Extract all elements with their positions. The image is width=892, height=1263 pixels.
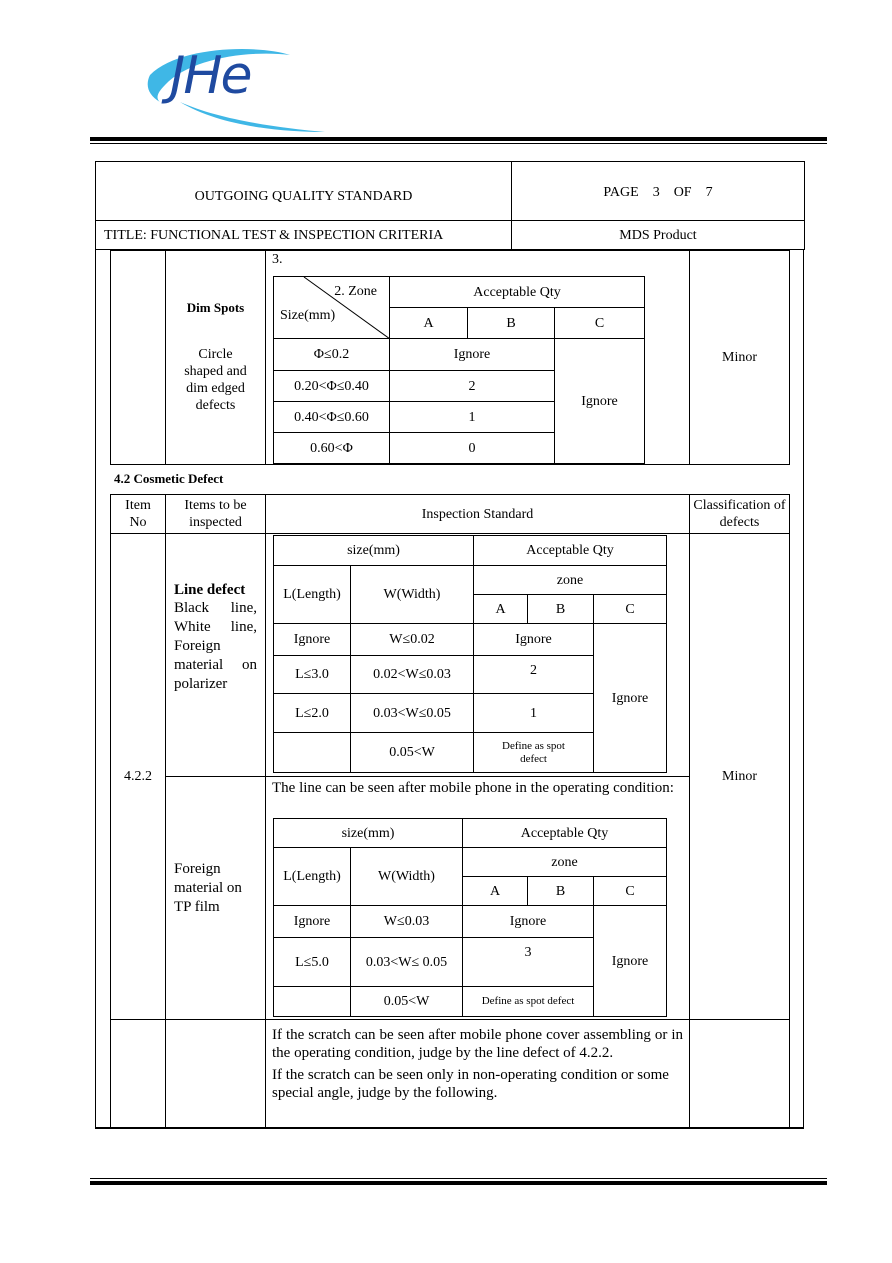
diagonal-header — [274, 277, 390, 339]
dim-spots-desc: Circle shaped and dim edged defects — [184, 347, 247, 413]
foreign-tp-note: The line can be seen after mobile phone in the operating condition: — [272, 780, 674, 796]
line-defect-table — [273, 535, 667, 773]
footer-rule — [90, 1181, 827, 1185]
length-cell — [274, 987, 351, 1017]
width-header: W(Width) — [351, 848, 463, 906]
size-cell: 0.40<Φ≤0.60 — [274, 402, 390, 433]
qty-cell: 0 — [390, 433, 555, 464]
width-cell: W≤0.03 — [351, 906, 463, 938]
page-total: 7 — [705, 185, 713, 200]
width-cell: W≤0.02 — [351, 624, 474, 656]
size-header: size(mm) — [274, 819, 463, 848]
zone-c-value: Ignore — [594, 624, 667, 773]
diag-size-label: Size(mm) — [280, 308, 336, 323]
scratch-item-no — [111, 1020, 166, 1128]
width-cell: 0.05<W — [351, 733, 474, 773]
foreign-tp-name: Foreign material on TP film — [174, 860, 242, 915]
qty-cell: 1 — [390, 402, 555, 433]
scratch-p2: If the scratch can be seen only in non-operating condition or some special angle, judge by the following. — [272, 1067, 669, 1101]
qty-cell: 1 — [474, 694, 594, 733]
acceptable-qty-header: Acceptable Qty — [474, 536, 667, 566]
scratch-p1: If the scratch can be seen after mobile phone cover assembling or in the operating condition, judge by the line defect of 4.2.2. — [272, 1027, 683, 1061]
col-items: Items to be inspected — [166, 495, 266, 534]
qty-cell: Ignore — [390, 339, 555, 371]
length-cell: Ignore — [274, 624, 351, 656]
dim-spots-item-no — [111, 251, 166, 465]
col-standard: Inspection Standard — [266, 495, 690, 534]
right-page-border — [803, 249, 804, 1129]
zone-header: zone — [463, 848, 667, 877]
zone-c: C — [594, 595, 667, 624]
size-cell: 0.60<Φ — [274, 433, 390, 464]
company-logo — [140, 40, 340, 140]
zone-b: B — [528, 877, 594, 906]
product-name: MDS Product — [512, 221, 805, 250]
section-heading: 4.2 Cosmetic Defect — [114, 471, 224, 486]
col-item-no: Item No — [111, 495, 166, 534]
length-cell — [274, 733, 351, 773]
width-cell: 0.03<W≤0.05 — [351, 694, 474, 733]
zone-b: B — [468, 308, 555, 339]
acceptable-qty-header: Acceptable Qty — [463, 819, 667, 848]
dim-spots-table — [273, 276, 645, 464]
acceptable-qty-header: Acceptable Qty — [390, 277, 645, 308]
line-defect-item — [166, 534, 266, 777]
zone-b: B — [528, 595, 594, 624]
page-indicator — [512, 162, 805, 221]
length-cell: Ignore — [274, 906, 351, 938]
top-rule — [90, 137, 827, 141]
size-header: size(mm) — [274, 536, 474, 566]
size-cell: 0.20<Φ≤0.40 — [274, 371, 390, 402]
page-number: 3 — [652, 185, 660, 200]
of-label: OF — [673, 185, 692, 200]
zone-a: A — [390, 308, 468, 339]
zone-c-value: Ignore — [555, 339, 645, 464]
qty-cell: Define as spot defect — [463, 987, 594, 1017]
length-header: L(Length) — [274, 566, 351, 624]
doc-subject: TITLE: FUNCTIONAL TEST & INSPECTION CRITERIA — [96, 221, 512, 250]
length-header: L(Length) — [274, 848, 351, 906]
table-bottom-rule — [95, 1127, 804, 1129]
dim-spots-classification: Minor — [690, 251, 790, 465]
zone-c-value: Ignore — [594, 906, 667, 1017]
width-header: W(Width) — [351, 566, 474, 624]
zone-c: C — [594, 877, 667, 906]
dim-spots-item — [166, 251, 266, 465]
scratch-standard — [266, 1020, 690, 1128]
qty-cell: 3 — [463, 938, 594, 987]
col-classification: Classification of defects — [690, 495, 790, 534]
doc-title: OUTGOING QUALITY STANDARD — [96, 162, 512, 221]
foreign-tp-item — [166, 777, 266, 1020]
item-no-cell: 4.2.2 — [111, 534, 166, 1020]
qty-cell: Ignore — [474, 624, 594, 656]
diag-zone-label: 2. Zone — [334, 284, 377, 299]
scratch-item — [166, 1020, 266, 1128]
scratch-classification — [690, 1020, 790, 1128]
qty-cell: 2 — [390, 371, 555, 402]
width-cell: 0.03<W≤ 0.05 — [351, 938, 463, 987]
zone-c: C — [555, 308, 645, 339]
qty-cell: Define as spot defect — [474, 733, 594, 773]
line-defect-desc: Black line, White line, Foreign material on polarizer — [174, 600, 257, 692]
qty-cell: Ignore — [463, 906, 594, 938]
size-cell: Φ≤0.2 — [274, 339, 390, 371]
length-cell: L≤5.0 — [274, 938, 351, 987]
footer-rule-thin — [90, 1178, 827, 1179]
dim-spots-name: Dim Spots — [186, 300, 245, 315]
top-rule-thin — [90, 143, 827, 144]
foreign-tp-table — [273, 818, 667, 1017]
zone-header: zone — [474, 566, 667, 595]
qty-cell: 2 — [474, 656, 594, 694]
dim-spots-item-label: 3. — [272, 252, 283, 267]
page-label: PAGE — [603, 185, 639, 200]
header-table — [95, 161, 805, 250]
line-defect-name: Line defect — [174, 582, 246, 598]
width-cell: 0.02<W≤0.03 — [351, 656, 474, 694]
width-cell: 0.05<W — [351, 987, 463, 1017]
left-page-border — [95, 249, 96, 1129]
length-cell: L≤2.0 — [274, 694, 351, 733]
zone-a: A — [463, 877, 528, 906]
logo-text: JHe — [170, 46, 251, 106]
cosmetic-classification: Minor — [690, 534, 790, 1020]
zone-a: A — [474, 595, 528, 624]
length-cell: L≤3.0 — [274, 656, 351, 694]
